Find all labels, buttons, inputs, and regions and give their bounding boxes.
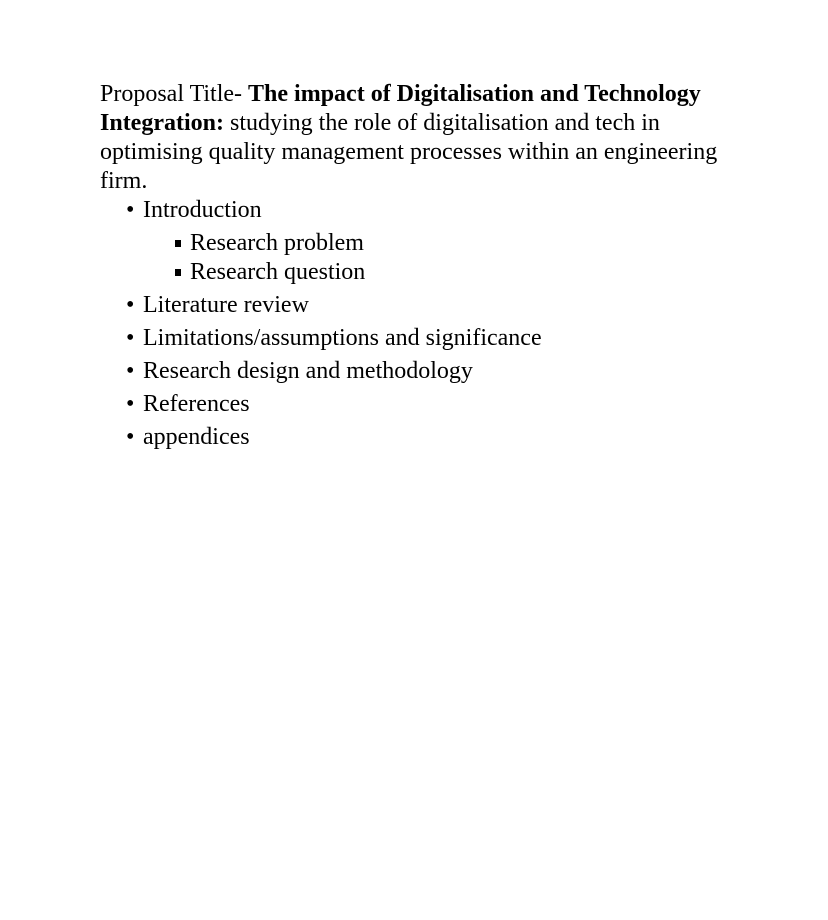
proposal-title <box>100 80 720 196</box>
outline-item-label: Limitations/assumptions and significance <box>143 325 542 351</box>
sub-item-label: Research question <box>190 259 366 285</box>
bullet-icon: • <box>126 424 135 450</box>
outline-item-label: Research design and methodology <box>143 358 473 384</box>
outline-item-literature-review <box>100 291 720 320</box>
outline-item-label: appendices <box>143 424 250 450</box>
introduction-sublist <box>143 229 720 287</box>
sub-item-label: Research problem <box>190 230 364 256</box>
square-bullet-icon <box>175 269 181 276</box>
outline-item-label: Introduction <box>143 197 262 223</box>
document-body <box>100 80 720 456</box>
outline-item-references <box>100 390 720 419</box>
bullet-icon: • <box>126 358 135 384</box>
sub-item-research-problem <box>143 229 720 258</box>
outline-item-appendices <box>100 423 720 452</box>
outline-item-introduction <box>100 196 720 287</box>
bullet-icon: • <box>126 391 135 417</box>
title-description: studying the role of digitalisation and tech in optimising quality management processes within an engineering firm. <box>100 110 718 194</box>
outline-item-limitations <box>100 324 720 353</box>
bullet-icon: • <box>126 292 135 318</box>
bullet-icon: • <box>126 197 135 223</box>
outline-list <box>100 196 720 452</box>
title-prefix: Proposal Title- <box>100 81 249 107</box>
bullet-icon: • <box>126 325 135 351</box>
sub-item-research-question <box>143 258 720 287</box>
square-bullet-icon <box>175 240 181 247</box>
outline-item-label: Literature review <box>143 292 309 318</box>
outline-item-label: References <box>143 391 250 417</box>
outline-item-research-design <box>100 357 720 386</box>
title-bold-text: The impact of Digitalisation and Technology Integration: <box>100 81 701 136</box>
